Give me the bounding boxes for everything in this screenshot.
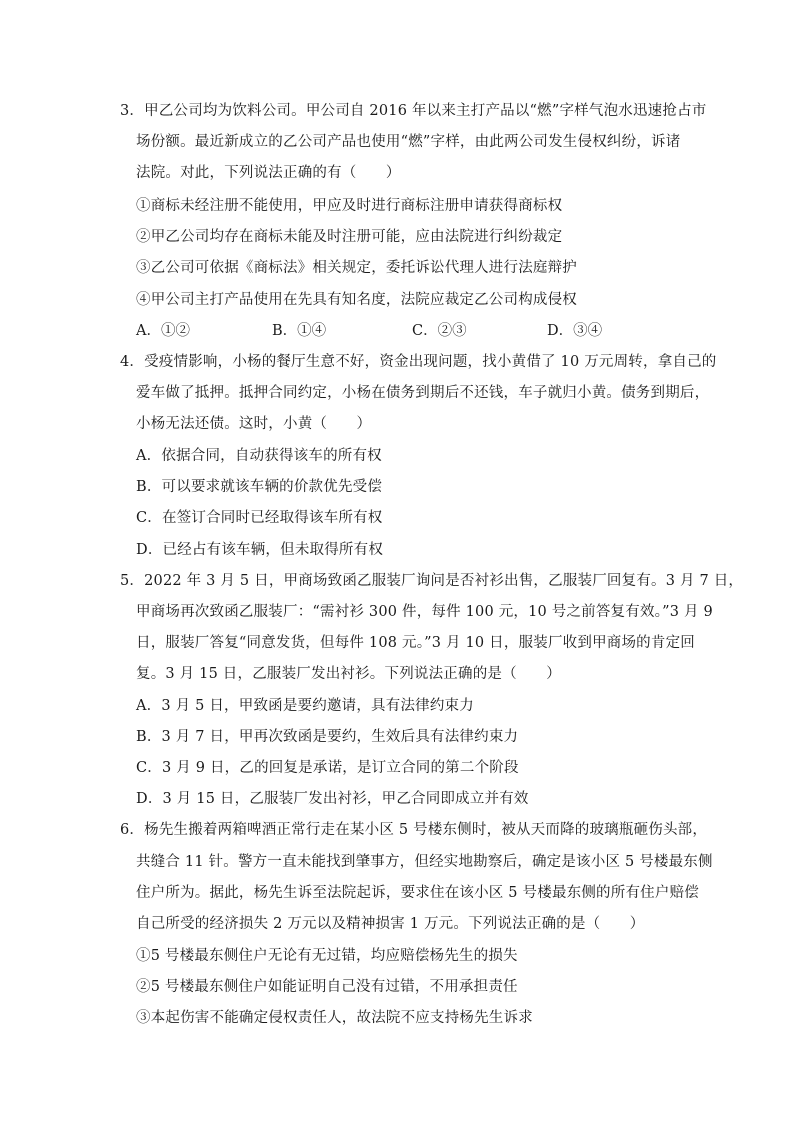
q5-stem-line-2: 甲商场再次致函乙服装厂：“需衬衫 300 件，每件 100 元，10 号之前答复有效。”3 月 9 [136, 604, 713, 620]
q6-stem-line-4: 自己所受的经济损失 2 万元以及精神损害 1 万元。下列说法正确的是（ ） [136, 916, 645, 932]
q6-stem-line-1: 6．杨先生搬着两箱啤酒正常行走在某小区 5 号楼东侧时，被从天而降的玻璃瓶砸伤头部， [120, 822, 708, 838]
q6-stem-line-2: 共缝合 11 针。警方一直未能找到肇事方，但经实地勘察后，确定是该小区 5 号楼最东侧 [136, 854, 713, 870]
q3-statement-4: ④甲公司主打产品使用在先具有知名度，法院应裁定乙公司构成侵权 [136, 292, 577, 308]
q4-stem-line-1: 4．受疫情影响，小杨的餐厅生意不好，资金出现问题，找小黄借了 10 万元周转，拿自己的 [120, 354, 717, 370]
q5-stem-line-3: 日，服装厂答复“同意发货，但每件 108 元。”3 月 10 日，服装厂收到甲商场的肯定回 [136, 635, 695, 651]
q5-option-d[interactable]: D．3 月 15 日，乙服装厂发出衬衫，甲乙合同即成立并有效 [136, 791, 529, 807]
q3-stem-line-1: 3．甲乙公司均为饮料公司。甲公司自 2016 年以来主打产品以“燃”字样气泡水迅速抢占市 [120, 103, 707, 119]
q4-stem-line-2: 爱车做了抵押。抵押合同约定，小杨在债务到期后不还钱，车子就归小黄。债务到期后， [136, 385, 710, 401]
q3-statement-1: ①商标未经注册不能使用，甲应及时进行商标注册申请获得商标权 [136, 198, 563, 214]
q5-stem-line-1: 5．2022 年 3 月 5 日，甲商场致函乙服装厂询问是否衬衫出售，乙服装厂回复有。3 月 7 日， [120, 573, 744, 589]
q5-option-b[interactable]: B．3 月 7 日，甲再次致函是要约，生效后具有法律约束力 [136, 729, 519, 745]
q6-stem-line-3: 住户所为。据此，杨先生诉至法院起诉，要求住在该小区 5 号楼最东侧的所有住户赔偿 [136, 885, 699, 901]
q5-option-a[interactable]: A．3 月 5 日，甲致函是要约邀请，具有法律约束力 [136, 698, 474, 714]
q3-option-d[interactable]: D．③④ [547, 323, 603, 339]
q3-statement-3: ③乙公司可依据《商标法》相关规定，委托诉讼代理人进行法庭辩护 [136, 260, 577, 276]
q5-stem-line-4: 复。3 月 15 日，乙服装厂发出衬衫。下列说法正确的是（ ） [136, 666, 561, 682]
q3-option-a[interactable]: A．①② [136, 323, 190, 339]
q3-statement-2: ②甲乙公司均存在商标未能及时注册可能，应由法院进行纠纷裁定 [136, 229, 563, 245]
q3-options [136, 321, 656, 341]
q6-statement-3: ③本起伤害不能确定侵权责任人，故法院不应支持杨先生诉求 [136, 1010, 533, 1026]
q3-stem-line-3: 法院。对此，下列说法正确的有（ ） [136, 165, 401, 181]
q4-stem-line-3: 小杨无法还债。这时，小黄（ ） [136, 416, 372, 432]
q5-option-c[interactable]: C．3 月 9 日，乙的回复是承诺，是订立合同的第二个阶段 [136, 760, 519, 776]
q4-option-b[interactable]: B．可以要求就该车辆的价款优先受偿 [136, 479, 383, 495]
q6-statement-2: ②5 号楼最东侧住户如能证明自己没有过错，不用承担责任 [136, 979, 518, 995]
q6-statement-1: ①5 号楼最东侧住户无论有无过错，均应赔偿杨先生的损失 [136, 948, 518, 964]
q3-option-b[interactable]: B．①④ [272, 323, 327, 339]
q3-stem-line-2: 场份额。最近新成立的乙公司产品也使用“燃”字样，由此两公司发生侵权纠纷，诉诸 [136, 134, 681, 150]
q3-option-c[interactable]: C．②③ [412, 323, 467, 339]
q4-option-a[interactable]: A．依据合同，自动获得该车的所有权 [136, 448, 382, 464]
q4-option-c[interactable]: C．在签订合同时已经取得该车所有权 [136, 510, 383, 526]
q4-option-d[interactable]: D．已经占有该车辆，但未取得所有权 [136, 542, 384, 558]
